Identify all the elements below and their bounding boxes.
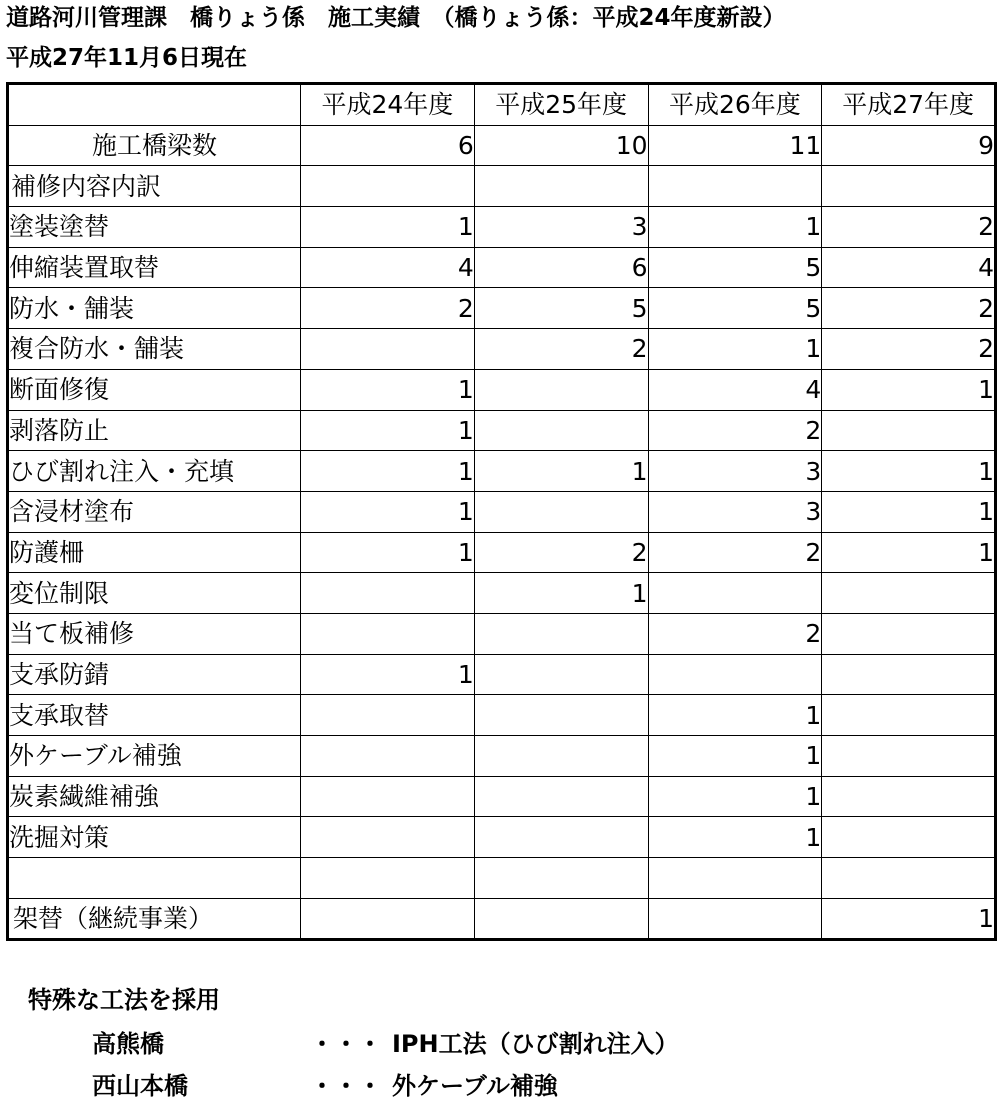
page-title: 道路河川管理課 橋りょう係 施工実績 （橋りょう係：平成24年度新設） bbox=[6, 5, 786, 31]
table-row bbox=[8, 166, 996, 207]
value-cell bbox=[301, 817, 475, 858]
value-cell: 2 bbox=[474, 532, 648, 573]
value-cell bbox=[648, 573, 822, 614]
value-cell bbox=[474, 695, 648, 736]
value-cell: 4 bbox=[301, 247, 475, 288]
value-cell: 9 bbox=[822, 125, 996, 166]
value-cell: 5 bbox=[648, 288, 822, 329]
value-cell bbox=[822, 654, 996, 695]
note-item bbox=[0, 1066, 1000, 1100]
table-row bbox=[8, 369, 996, 410]
value-cell bbox=[822, 776, 996, 817]
value-cell: 1 bbox=[301, 451, 475, 492]
method-description: IPH工法（ひび割れ注入） bbox=[392, 1030, 679, 1058]
value-cell: 2 bbox=[648, 410, 822, 451]
value-cell: 2 bbox=[648, 532, 822, 573]
table-row bbox=[8, 613, 996, 654]
value-cell bbox=[822, 166, 996, 207]
value-cell bbox=[474, 166, 648, 207]
row-label: 当て板補修 bbox=[8, 613, 301, 654]
value-cell bbox=[822, 736, 996, 777]
table-row bbox=[8, 858, 996, 899]
table-row bbox=[8, 695, 996, 736]
table-row bbox=[8, 288, 996, 329]
table-row bbox=[8, 410, 996, 451]
value-cell: 1 bbox=[301, 532, 475, 573]
value-cell: 3 bbox=[648, 491, 822, 532]
year-header: 平成26年度 bbox=[648, 84, 822, 126]
table-row bbox=[8, 247, 996, 288]
as-of-date: 平成27年11月6日現在 bbox=[6, 45, 248, 71]
value-cell: 1 bbox=[822, 451, 996, 492]
bridge-name: 高熊橋 bbox=[92, 1030, 164, 1058]
value-cell: 1 bbox=[648, 329, 822, 370]
value-cell: 3 bbox=[648, 451, 822, 492]
value-cell bbox=[648, 858, 822, 899]
row-label: 外ケーブル補強 bbox=[8, 736, 301, 777]
value-cell bbox=[474, 410, 648, 451]
row-label: 支承防錆 bbox=[8, 654, 301, 695]
table-row bbox=[8, 329, 996, 370]
value-cell bbox=[648, 166, 822, 207]
value-cell bbox=[648, 654, 822, 695]
value-cell bbox=[822, 695, 996, 736]
row-label: 洗掘対策 bbox=[8, 817, 301, 858]
value-cell: 2 bbox=[648, 613, 822, 654]
value-cell bbox=[474, 369, 648, 410]
value-cell bbox=[474, 654, 648, 695]
row-label: 塗装塗替 bbox=[8, 207, 301, 248]
row-label bbox=[8, 858, 301, 899]
value-cell: 4 bbox=[648, 369, 822, 410]
header-row bbox=[8, 84, 996, 126]
year-header: 平成25年度 bbox=[474, 84, 648, 126]
value-cell: 1 bbox=[301, 410, 475, 451]
year-header: 平成24年度 bbox=[301, 84, 475, 126]
row-label: 防護柵 bbox=[8, 532, 301, 573]
value-cell bbox=[301, 695, 475, 736]
note-item bbox=[0, 1024, 1000, 1058]
table-row bbox=[8, 451, 996, 492]
row-label: 複合防水・舗装 bbox=[8, 329, 301, 370]
value-cell: 1 bbox=[822, 369, 996, 410]
value-cell: 1 bbox=[301, 654, 475, 695]
value-cell bbox=[648, 898, 822, 940]
row-label: 補修内容内訳 bbox=[8, 166, 301, 207]
value-cell: 1 bbox=[648, 736, 822, 777]
value-cell: 2 bbox=[301, 288, 475, 329]
ellipsis-separator: ・・・ bbox=[310, 1072, 382, 1100]
value-cell: 1 bbox=[301, 491, 475, 532]
construction-results-table bbox=[6, 82, 997, 941]
value-cell: 1 bbox=[648, 817, 822, 858]
value-cell bbox=[301, 858, 475, 899]
value-cell bbox=[822, 613, 996, 654]
table-row bbox=[8, 573, 996, 614]
bridge-name: 西山本橋 bbox=[92, 1072, 188, 1100]
value-cell bbox=[474, 736, 648, 777]
table-row bbox=[8, 776, 996, 817]
value-cell bbox=[474, 776, 648, 817]
row-label: 断面修復 bbox=[8, 369, 301, 410]
value-cell: 1 bbox=[648, 776, 822, 817]
value-cell bbox=[301, 166, 475, 207]
value-cell bbox=[822, 410, 996, 451]
table-row bbox=[8, 654, 996, 695]
method-description: 外ケーブル補強 bbox=[392, 1072, 558, 1100]
table-row bbox=[8, 125, 996, 166]
row-label: 伸縮装置取替 bbox=[8, 247, 301, 288]
notes-heading: 特殊な工法を採用 bbox=[28, 986, 220, 1014]
value-cell: 1 bbox=[822, 532, 996, 573]
value-cell: 2 bbox=[822, 288, 996, 329]
value-cell: 1 bbox=[648, 207, 822, 248]
value-cell bbox=[822, 573, 996, 614]
row-label: 防水・舗装 bbox=[8, 288, 301, 329]
value-cell bbox=[301, 776, 475, 817]
value-cell: 3 bbox=[474, 207, 648, 248]
ellipsis-separator: ・・・ bbox=[310, 1030, 382, 1058]
value-cell bbox=[474, 613, 648, 654]
value-cell: 1 bbox=[474, 573, 648, 614]
value-cell bbox=[301, 573, 475, 614]
value-cell bbox=[474, 858, 648, 899]
value-cell: 1 bbox=[301, 369, 475, 410]
value-cell bbox=[301, 613, 475, 654]
row-label: 架替（継続事業） bbox=[8, 898, 301, 940]
row-label: 剥落防止 bbox=[8, 410, 301, 451]
value-cell: 1 bbox=[822, 898, 996, 940]
value-cell bbox=[822, 858, 996, 899]
value-cell: 5 bbox=[474, 288, 648, 329]
value-cell: 1 bbox=[301, 207, 475, 248]
row-label: 炭素繊維補強 bbox=[8, 776, 301, 817]
value-cell: 6 bbox=[474, 247, 648, 288]
table-row bbox=[8, 817, 996, 858]
row-label: 施工橋梁数 bbox=[8, 125, 301, 166]
value-cell bbox=[474, 817, 648, 858]
row-label: 変位制限 bbox=[8, 573, 301, 614]
table-row bbox=[8, 898, 996, 940]
value-cell: 11 bbox=[648, 125, 822, 166]
value-cell: 6 bbox=[301, 125, 475, 166]
table-row bbox=[8, 532, 996, 573]
row-label: ひび割れ注入・充填 bbox=[8, 451, 301, 492]
value-cell: 2 bbox=[822, 207, 996, 248]
value-cell bbox=[301, 898, 475, 940]
value-cell bbox=[301, 736, 475, 777]
value-cell: 4 bbox=[822, 247, 996, 288]
value-cell: 10 bbox=[474, 125, 648, 166]
value-cell bbox=[474, 491, 648, 532]
value-cell: 2 bbox=[822, 329, 996, 370]
value-cell bbox=[474, 898, 648, 940]
row-label: 含浸材塗布 bbox=[8, 491, 301, 532]
row-label: 支承取替 bbox=[8, 695, 301, 736]
value-cell: 1 bbox=[474, 451, 648, 492]
value-cell bbox=[822, 817, 996, 858]
value-cell: 2 bbox=[474, 329, 648, 370]
table-row bbox=[8, 491, 996, 532]
value-cell: 1 bbox=[822, 491, 996, 532]
value-cell bbox=[301, 329, 475, 370]
table-row bbox=[8, 207, 996, 248]
value-cell: 1 bbox=[648, 695, 822, 736]
table-row bbox=[8, 736, 996, 777]
value-cell: 5 bbox=[648, 247, 822, 288]
header-blank-cell bbox=[8, 84, 301, 126]
year-header: 平成27年度 bbox=[822, 84, 996, 126]
